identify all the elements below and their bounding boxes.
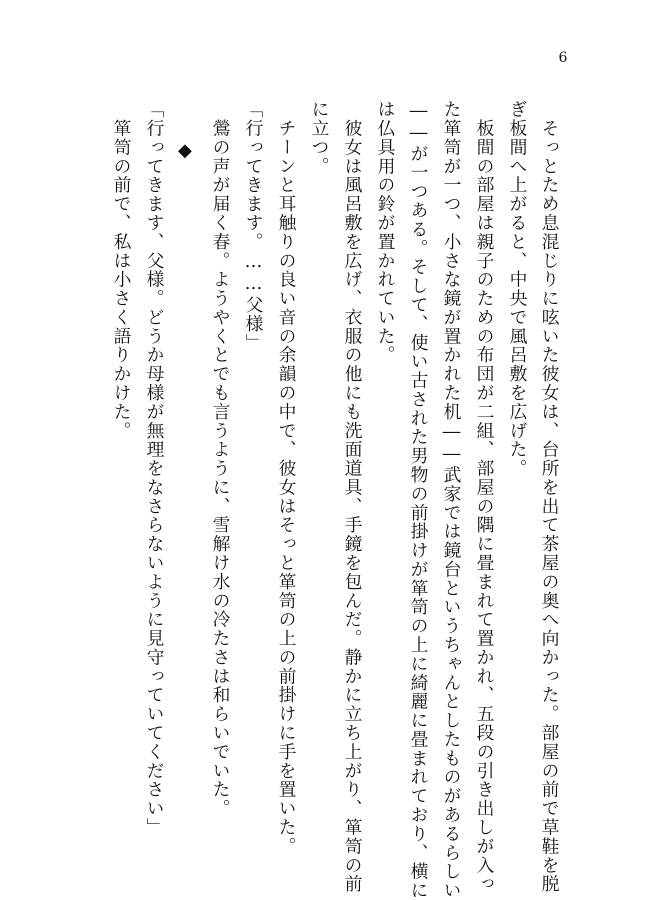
text-line-8: に立つ。 — [309, 100, 330, 176]
text-line-3: 板間の部屋は親子のための布団が二組、部屋の隅に畳まれて置かれ、五段の引き出しが入っ — [474, 100, 495, 894]
text-line-5: ――が一つある。そして、使い古された男物の前掛けが箪笥の上に綺麗に畳まれており、横に — [408, 100, 429, 900]
text-line-7: 彼女は風呂敷を広げ、衣服の他にも洗面道具、手鏡を包んだ。静かに立ち上がり、箪笥の前 — [342, 100, 363, 894]
text-line-11: 鶯の声が届く春。ようやくとでも言うように、雪解け水の冷たさは和らいでいた。 — [210, 100, 231, 818]
text-line-2: ぎ板間へ上がると、中央で風呂敷を広げた。 — [507, 100, 528, 478]
text-line-12: 「行ってきます、父様。どうか母様が無理をなさらないように見守っていてください」 — [144, 100, 165, 837]
text-line-13: 箪笥の前で、私は小さく語りかけた。 — [111, 100, 132, 441]
section-break-diamond-icon: ◆ — [178, 140, 192, 161]
text-line-10: 「行ってきます。……父様」 — [243, 100, 264, 352]
text-line-9: チーンと耳触りの良い音の余韻の中で、彼女はそっと箪笥の上の前掛けに手を置いた。 — [276, 100, 297, 856]
text-line-6: は仏具用の鈴が置かれていた。 — [375, 100, 396, 365]
page-number: 6 — [558, 50, 568, 66]
text-line-4: た箪笥が一つ、小さな鏡が置かれた机――武家では鏡台というちゃんとしたものがあるらしい — [441, 100, 462, 900]
text-line-1: そっとため息混じりに呟いた彼女は、台所を出て茶屋の奥へ向かった。部屋の前で草鞋を脱 — [539, 100, 560, 894]
